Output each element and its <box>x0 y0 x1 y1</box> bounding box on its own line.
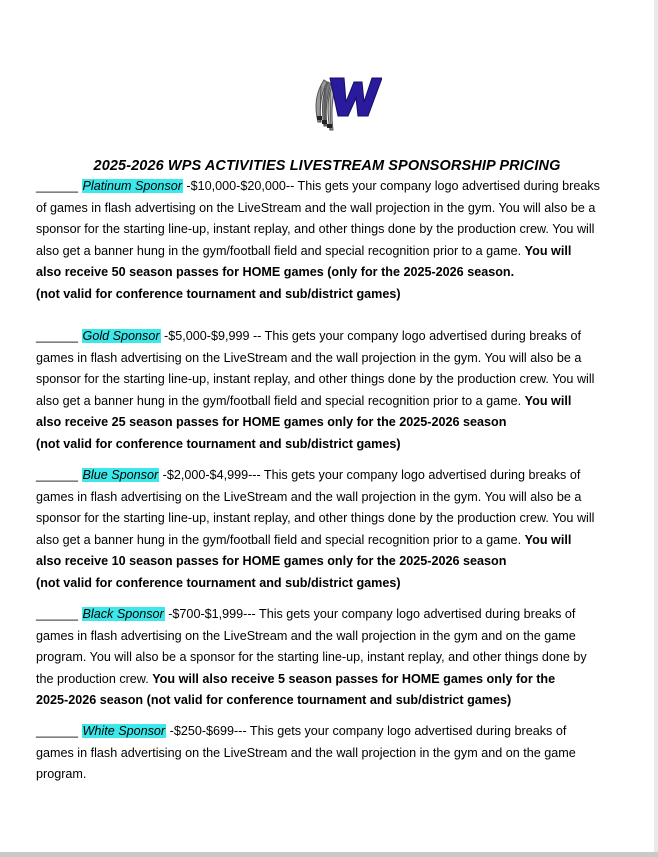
tier-label-gold: Gold Sponsor <box>82 329 160 343</box>
signature-blank: ______ <box>36 179 79 193</box>
section-line: games in flash advertising on the LiveStream and the wall projection in the gym. You will also be a <box>36 489 582 504</box>
signature-blank: ______ <box>36 468 79 482</box>
section-line: program. <box>36 767 87 781</box>
sponsor-section-gold <box>36 326 626 455</box>
section-line: sponsor for the starting line-up, instant replay, and other things done by the production crew. You will <box>36 511 595 525</box>
section-bold-text: You will also receive 5 season passes for HOME games only for the <box>152 671 556 686</box>
section-line: games in flash advertising on the LiveStream and the wall projection in the gym and on the game <box>36 745 576 760</box>
section-line <box>36 465 626 487</box>
tier-label-platinum: Platinum Sponsor <box>82 179 182 193</box>
signature-blank: ______ <box>36 724 79 738</box>
tier-label-black: Black Sponsor <box>82 607 164 621</box>
section-bold-line: (not valid for conference tournament and sub/district games) <box>36 575 401 590</box>
sponsor-section-blue <box>36 465 626 594</box>
sponsor-section-black <box>36 604 626 712</box>
section-line <box>36 241 626 263</box>
section-line: sponsor for the starting line-up, instant replay, and other things done by the production crew. You will <box>36 372 595 386</box>
section-text: -$700-$1,999--- This gets your company logo advertised during breaks of <box>164 607 576 621</box>
section-text: -$250-$699--- This gets your company logo advertised during breaks of <box>166 724 567 738</box>
tier-label-blue: Blue Sponsor <box>82 468 159 482</box>
section-text: the production crew. <box>36 671 153 686</box>
signature-blank: ______ <box>36 329 79 343</box>
section-text: -$2,000-$4,999--- This gets your company logo advertised during breaks of <box>159 468 581 482</box>
section-bold-line: (not valid for conference tournament and sub/district games) <box>36 436 401 451</box>
w-feather-logo-icon <box>310 72 382 134</box>
section-text: also get a banner hung in the gym/football field and special recognition prior to a game. <box>36 243 525 258</box>
section-bold-line: also receive 50 season passes for HOME games (only for the 2025-2026 season. <box>36 265 515 279</box>
section-text: also get a banner hung in the gym/football field and special recognition prior to a game. <box>36 393 525 408</box>
sponsor-section-white <box>36 721 626 786</box>
section-bold-line: also receive 25 season passes for HOME games only for the 2025-2026 season <box>36 415 507 429</box>
section-line <box>36 176 626 198</box>
section-bold-line: (not valid for conference tournament and sub/district games) <box>36 286 401 301</box>
section-bold-text: You will <box>524 532 572 547</box>
tier-label-white: White Sponsor <box>82 724 166 738</box>
section-line: games in flash advertising on the LiveStream and the wall projection in the gym and on the game <box>36 628 576 643</box>
section-text: -$5,000-$9,999 -- This gets your company logo advertised during breaks of <box>160 329 582 343</box>
section-text: -$10,000-$20,000-- This gets your company logo advertised during breaks <box>182 179 600 193</box>
section-line <box>36 530 626 552</box>
section-line: program. You will also be a sponsor for the starting line-up, instant replay, and other things done by <box>36 650 587 664</box>
section-line <box>36 391 626 413</box>
page-bottom-border <box>0 852 658 857</box>
page-title: 2025-2026 WPS ACTIVITIES LIVESTREAM SPONSORSHIP PRICING <box>93 158 561 174</box>
section-line <box>36 721 626 743</box>
section-line: games in flash advertising on the LiveStream and the wall projection in the gym. You will also be a <box>36 350 582 365</box>
section-line <box>36 604 626 626</box>
section-bold-line: 2025-2026 season (not valid for conference tournament and sub/district games) <box>36 693 512 707</box>
section-line: sponsor for the starting line-up, instant replay, and other things done by the production crew. You will <box>36 222 595 236</box>
section-line <box>36 326 626 348</box>
page-edge <box>654 0 658 852</box>
section-line <box>36 669 626 691</box>
sponsor-section-platinum <box>36 176 626 305</box>
section-bold-text: You will <box>524 243 572 258</box>
section-bold-text: You will <box>524 393 572 408</box>
section-text: also get a banner hung in the gym/football field and special recognition prior to a game. <box>36 532 525 547</box>
signature-blank: ______ <box>36 607 79 621</box>
section-bold-line: also receive 10 season passes for HOME games only for the 2025-2026 season <box>36 554 507 568</box>
section-line: of games in flash advertising on the LiveStream and the wall projection in the gym. You will also be a <box>36 200 596 215</box>
